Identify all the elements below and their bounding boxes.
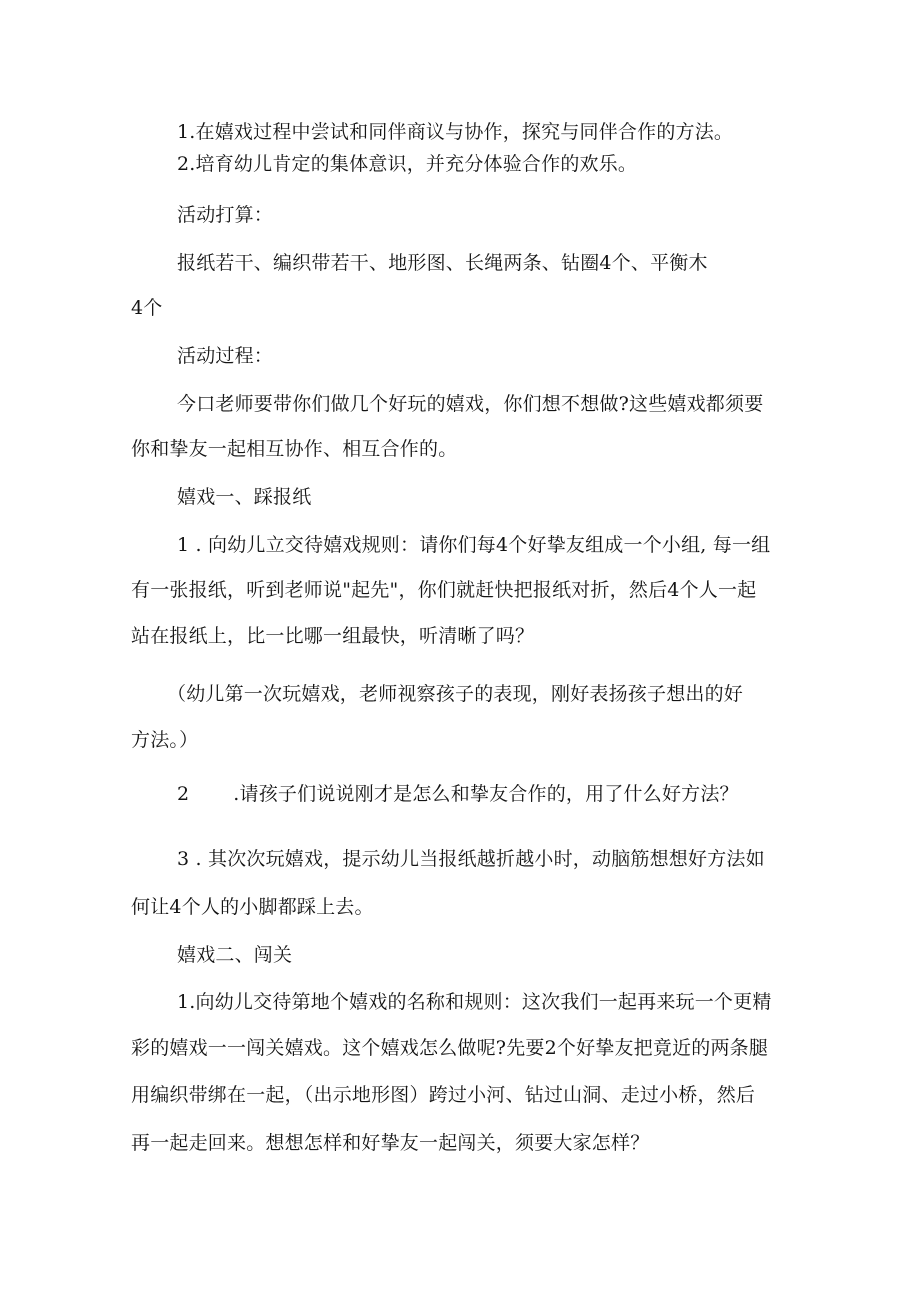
game1-step3-line-2: 何让4个人的小脚都踩上去。 <box>131 896 374 918</box>
process-heading: 活动过程： <box>177 345 274 367</box>
game1-note-line-1: （幼儿第一次玩嬉戏，老师视察孩子的表现，刚好表扬孩子想出的好 <box>167 683 744 705</box>
goal-1: 1.在嬉戏过程中尝试和同伴商议与协作，探究与同伴合作的方法。 <box>177 121 734 143</box>
game2-step1-line-2: 彩的嬉戏一一闯关嬉戏。这个嬉戏怎么做呢?先要2个好挚友把竟近的两条腿 <box>131 1037 769 1059</box>
prep-text-line-2: 4个 <box>131 297 163 319</box>
prep-heading: 活动打算： <box>177 204 274 226</box>
game1-step1-line-2: 有一张报纸，听到老师说"起先"，你们就赶快把报纸对折，然后4个人一起 <box>131 579 757 601</box>
game2-step1-line-1: 1.向幼儿交待第地个嬉戏的名称和规则：这次我们一起再来玩一个更精 <box>177 991 772 1013</box>
prep-text-line-1: 报纸若干、编织带若干、地形图、长绳两条、钻圈4个、平衡木 <box>177 252 708 274</box>
game1-step3-line-1: 3 . 其次次玩嬉戏，提示幼儿当报纸越折越小时，动脑筋想想好方法如 <box>177 848 765 870</box>
game1-title: 嬉戏一、踩报纸 <box>177 486 312 508</box>
game1-step2 <box>177 782 739 806</box>
game2-step1-line-4: 再一起走回来。想想怎样和好挚友一起闯关，须要大家怎样？ <box>131 1132 650 1154</box>
game1-note-line-2: 方法。） <box>131 729 199 751</box>
game1-step2-number: 2 <box>177 783 190 805</box>
game1-step1-line-3: 站在报纸上，比一比哪一组最快，听清晰了吗？ <box>131 625 535 647</box>
game2-title: 嬉戏二、闯关 <box>177 944 293 966</box>
game2-step1-line-3: 用编织带绑在一起，（出示地形图）跨过小河、钻过山洞、走过小桥，然后 <box>131 1084 756 1106</box>
game1-step2-text: .请孩子们说说刚才是怎么和挚友合作的，用了什么好方法？ <box>233 783 739 805</box>
game1-step1-line-1: 1 . 向幼儿立交待嬉戏规则：请你们每4个好挚友组成一个小组, 每一组 <box>177 534 771 556</box>
goal-2: 2.培育幼儿肯定的集体意识，并充分体验合作的欢乐。 <box>177 153 638 175</box>
intro-line-2: 你和挚友一起相互协作、相互合作的。 <box>131 438 458 460</box>
intro-line-1: 今口老师要带你们做几个好玩的嬉戏，你们想不想做?这些嬉戏都须要 <box>177 393 764 415</box>
